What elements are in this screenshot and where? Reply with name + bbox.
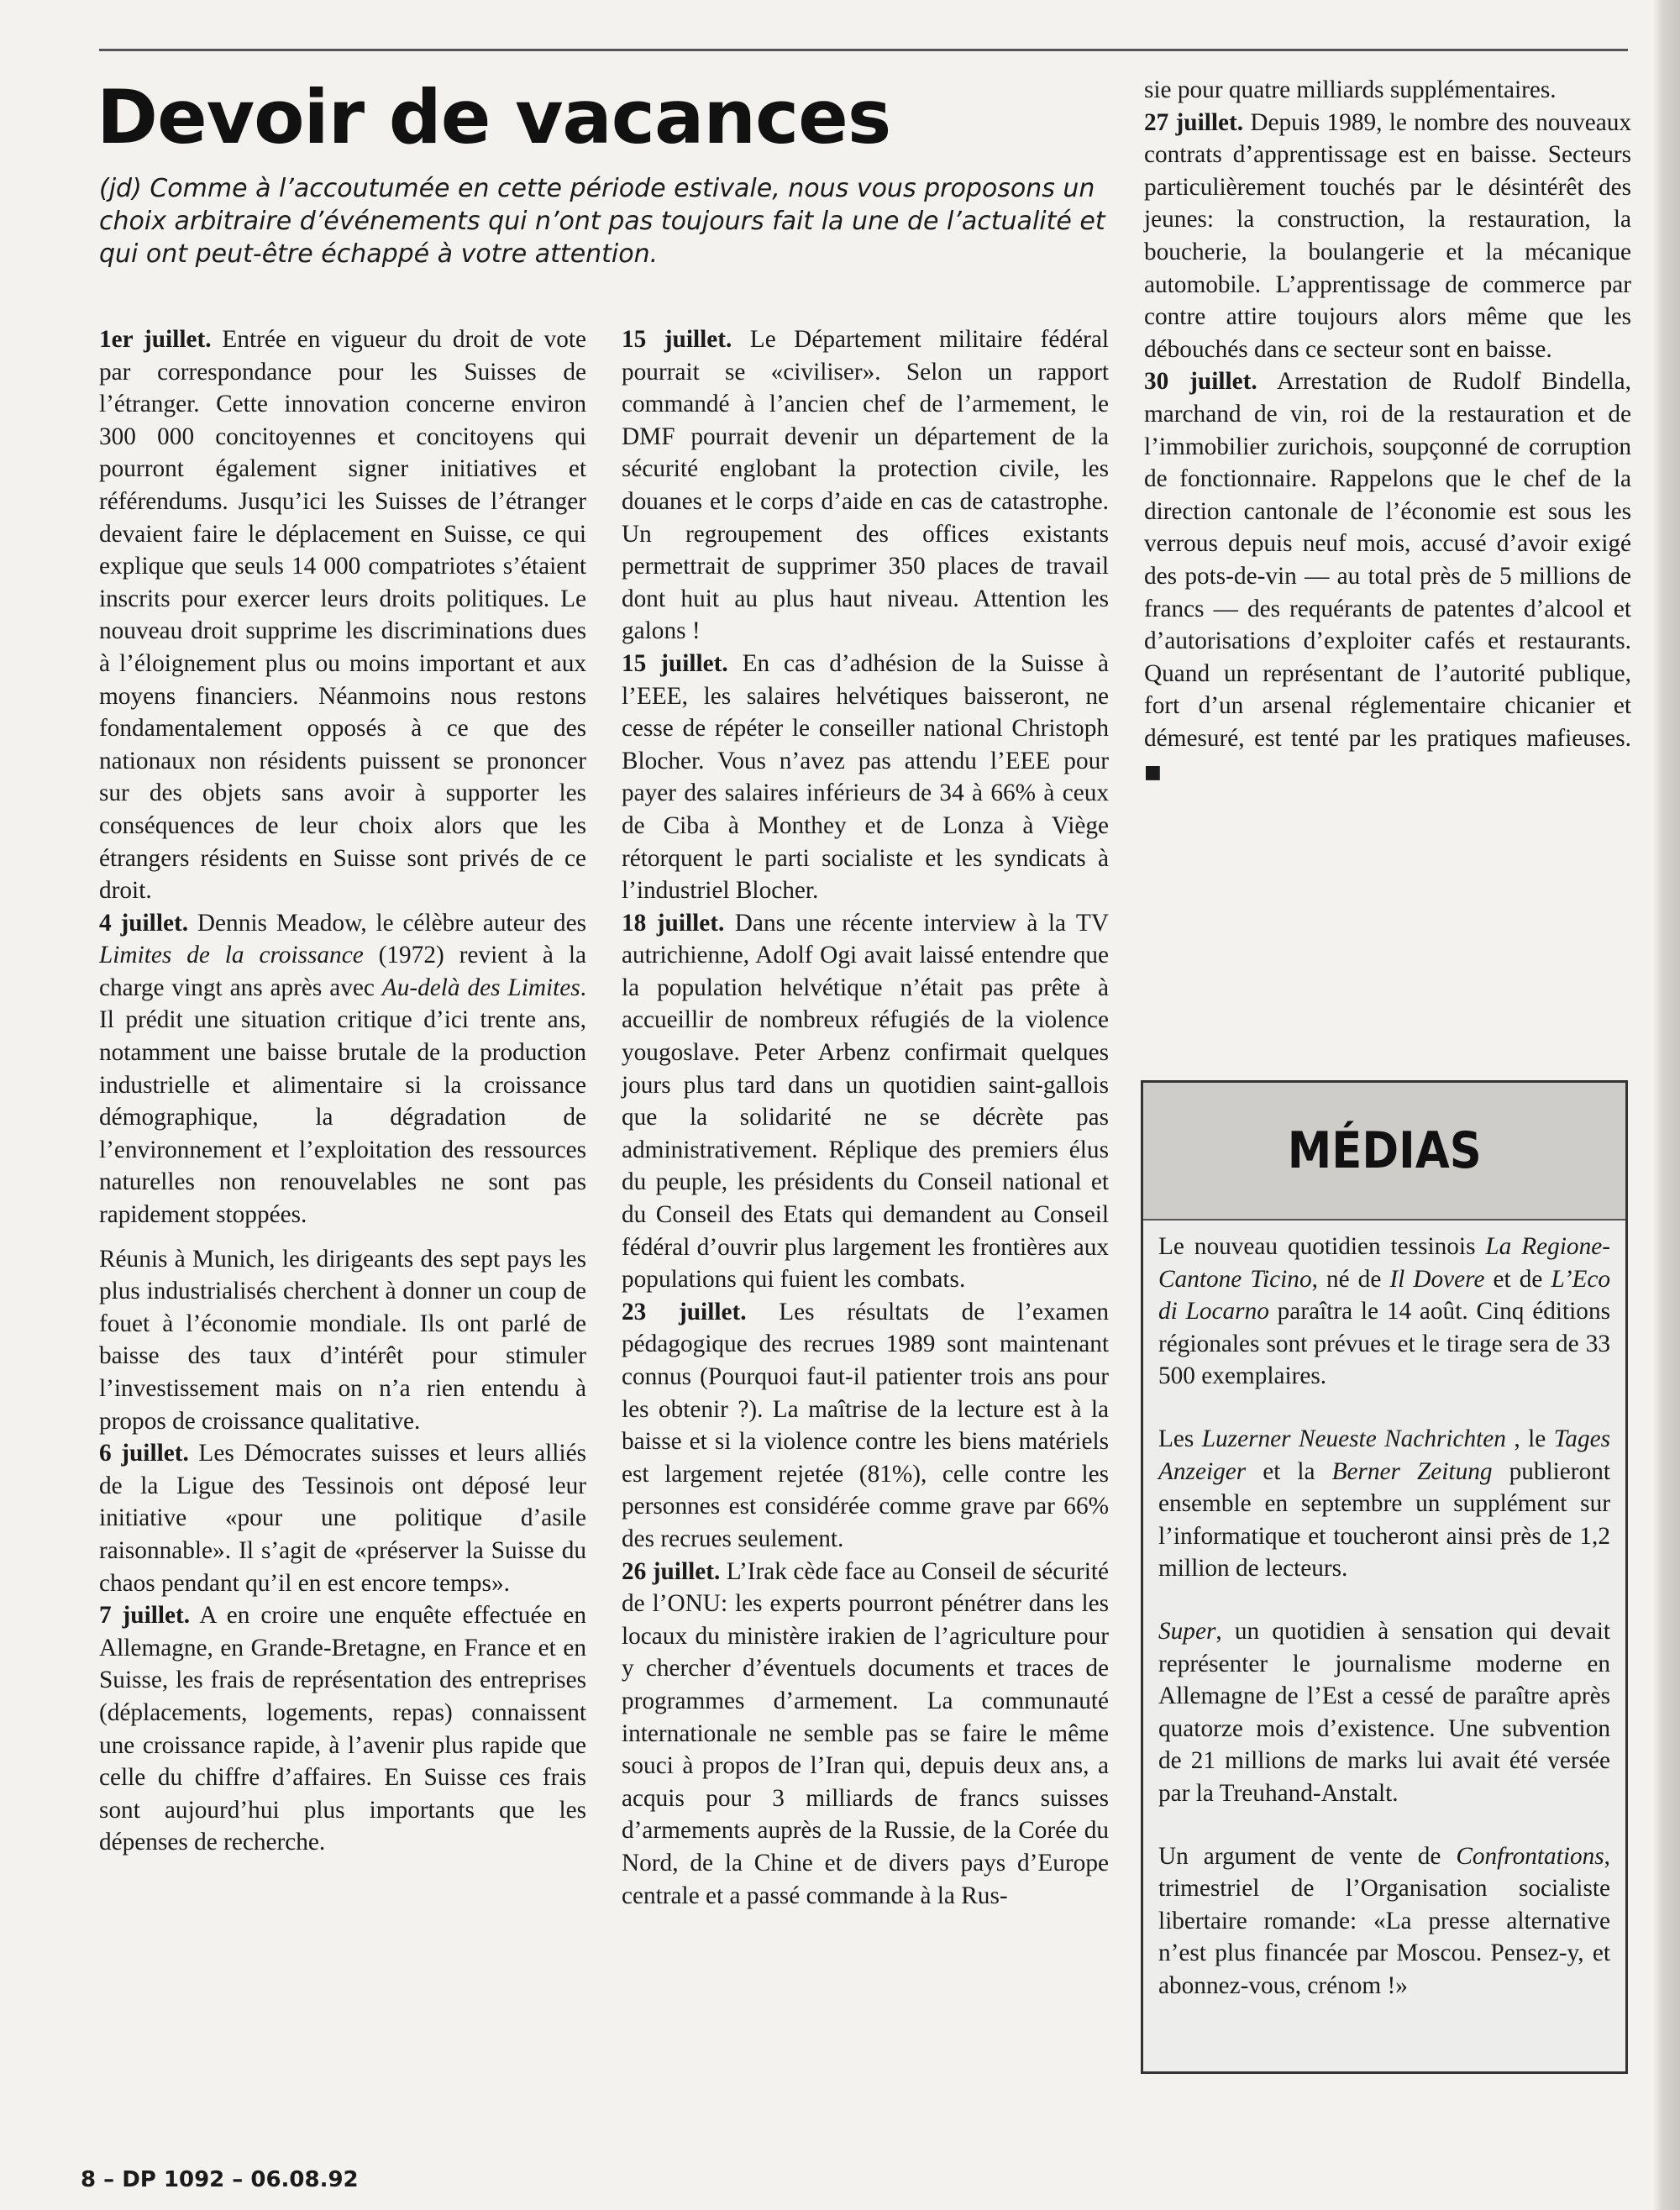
medias-text: , trimestriel de l’Organisation socialiste libertaire romande: «La presse alternative n’est plus financée par Moscou. Pensez-y, et abonnez-vous, crénom !»: [1158, 1842, 1610, 1999]
entry-6-juillet: [99, 1437, 586, 1599]
medias-text: Les: [1158, 1425, 1202, 1452]
medias-text: , le: [1505, 1425, 1554, 1452]
entry-15-juillet-dmf: [622, 323, 1109, 648]
newspaper-title: Super: [1158, 1617, 1216, 1645]
medias-box: [1141, 1080, 1628, 2074]
medias-text: , né de: [1311, 1265, 1390, 1293]
entry-date: 7 juillet.: [99, 1602, 191, 1630]
entry-text: Arrestation de Rudolf Bindella, marchand de vin, roi de la restauration et de l’immobilier zurichois, soupçonné de corruption de fonctionnaire. Rappelons que le chef de la direction cantonale de l’économie est sous les verrous depuis neuf mois, accusé d’avoir exigé des pots-de-vin — au total près de 5 millions de francs — des requérants de patentes d’alcool et d’autorisations d’exploiter cafés et restaurants. Quand un représentant de l’autorité publique, fort d’un arsenal réglementaire chicanier et démesuré, est tenté par les pratiques mafieuses.: [1144, 368, 1631, 752]
entry-text: En cas d’adhésion de la Suisse à l’EEE, les salaires helvétiques baisseront, ne cesse de répéter le conseiller national Christoph Blocher. Vous n’avez pas attendu l’EEE pour payer des salaires inférieurs de 34 à 66% à ceux de Ciba à Monthey et de Lonza à Viège rétorquent le parti socialiste et les syndicats à l’industriel Blocher.: [622, 649, 1109, 905]
entry-date: 15 juillet.: [622, 649, 728, 677]
entry-munich: [99, 1243, 586, 1438]
newspaper-title: Tages Anzeiger: [1158, 1425, 1611, 1485]
entry-text: . Il prédit une situation critique d’ici trente ans, notamment une baisse brutale de la production industrielle et alimentaire si la croissance démographique, la dégradation de l’environnement et l’exploitation des ressources naturelles non renouvelables ne sont pas rapidement stoppées.: [99, 974, 586, 1229]
entry-date: 6 juillet.: [99, 1440, 189, 1467]
top-rule: [99, 49, 1628, 51]
entry-text: A en croire une enquête effectuée en Allemagne, en Grande-Bretagne, en France et en Suisse, les frais de représentation des entreprises (déplacements, logements, repas) connaissent une croissance rapide, à l’avenir plus rapide que celle du chiffre d’affaires. En Suisse ces frais sont aujourd’hui plus importants que les dépenses de recherche.: [99, 1602, 586, 1856]
column-3: [1144, 74, 1631, 790]
newspaper-title: L’Eco di Locarno: [1158, 1265, 1610, 1325]
page-folio: 8 – DP 1092 – 06.08.92: [81, 2167, 359, 2192]
entry-date: 18 juillet.: [622, 909, 725, 937]
entry-date: 30 juillet.: [1144, 368, 1257, 396]
page-edge-shadow: [1653, 0, 1680, 2210]
medias-item-regione: [1158, 1231, 1610, 1393]
entry-continuation: [1144, 74, 1631, 107]
newspaper-title: Confrontations: [1456, 1842, 1604, 1870]
entry-18-juillet: [622, 907, 1109, 1296]
entry-text: Dans une récente interview à la TV autrichienne, Adolf Ogi avait laissé entendre que la population helvétique n’était pas prête à accueillir de nombreux réfugiés de la violence yougoslave. Peter Arbenz confirmait quelques jours plus tard dans un quotidien saint-gallois que la solidarité ne se décrète pas administrativement. Réplique des premiers élus du peuple, les présidents du Conseil national et du Conseil des Etats qui demandent au Conseil fédéral d’ouvrir plus largement les frontières aux populations qui fuient les combats.: [622, 909, 1109, 1294]
column-1: [99, 323, 586, 1859]
newspaper-title: La Regione-Cantone Ticino: [1158, 1233, 1610, 1293]
entry-27-juillet: [1144, 107, 1631, 366]
end-of-article-icon: ■: [1144, 762, 1162, 784]
medias-body: [1143, 1220, 1625, 2002]
newspaper-title: Il Dovere: [1389, 1265, 1485, 1293]
medias-text: paraîtra le 14 août. Cinq éditions régionales sont prévues et le tirage sera de 33 500 exemplaires.: [1158, 1298, 1610, 1390]
entry-15-juillet-eee: [622, 648, 1109, 907]
newspaper-title: Luzerner Neueste Nachrichten: [1201, 1425, 1506, 1452]
entry-date: 1er juillet.: [99, 326, 212, 353]
entry-4-juillet: [99, 907, 586, 1231]
entry-date: 15 juillet.: [622, 326, 732, 353]
entry-text: Réunis à Munich, les dirigeants des sept pays les plus industrialisés cherchent à donner un coup de fouet à l’économie mondiale. Ils ont parlé de baisse des taux d’intérêt pour stimuler l’investissement mais on n’a rien entendu à propos de croissance qualitative.: [99, 1245, 586, 1435]
medias-text: publieront ensemble en septembre un supplément sur l’informatique et toucheront ainsi près de 1,2 million de lecteurs.: [1158, 1457, 1611, 1583]
medias-text: et la: [1246, 1457, 1332, 1485]
book-title: Limites de la croissance: [99, 942, 364, 969]
entry-text: Le Département militaire fédéral pourrait se «civiliser». Selon un rapport commandé à l’ancien chef de l’armement, le DMF pourrait devenir un département de la sécurité englobant la protection civile, les douanes et le corps d’aide en cas de catastrophe. Un regroupement des offices existants permettrait de supprimer 350 places de travail dont huit au plus haut niveau. Attention les galons !: [622, 326, 1109, 645]
medias-item-supplement: [1158, 1423, 1610, 1585]
column-2: [622, 323, 1109, 1912]
entry-text: Dennis Meadow, le célèbre auteur des: [188, 909, 586, 937]
entry-1er-juillet: [99, 323, 586, 907]
medias-item-super: [1158, 1615, 1610, 1810]
book-title: Au-delà des Limites: [381, 974, 580, 1001]
medias-text: , un quotidien à sensation qui devait représenter le journalisme moderne en Allemagne de l’Est a cessé de paraître après quatorze mois d’existence. Une subvention de 21 millions de marks lui avait été versée par la Treuhand-Anstalt.: [1158, 1617, 1610, 1807]
newspaper-title: Berner Zeitung: [1331, 1457, 1493, 1485]
article-title: Devoir de vacances: [97, 74, 891, 160]
entry-23-juillet: [622, 1296, 1109, 1556]
medias-text: Un argument de vente de: [1158, 1842, 1457, 1870]
entry-7-juillet: [99, 1599, 586, 1859]
entry-text: Depuis 1989, le nombre des nouveaux contrats d’apprentissage est en baisse. Secteurs particulièrement touchés par le désintérêt des jeunes: la construction, la restauration, la boucherie, la boulangerie et la mécanique automobile. L’apprentissage de commerce par contre attire toujours alors même que les débouchés dans ce secteur sont en baisse.: [1144, 108, 1631, 363]
entry-date: 4 juillet.: [99, 909, 189, 937]
medias-header: [1143, 1083, 1625, 1220]
article-lead: (jd) Comme à l’accoutumée en cette période estivale, nous vous proposons un choix arbitraire d’événements qui n’ont pas toujours fait la une de l’actualité et qui ont peut-être échappé à votre attention.: [99, 174, 1105, 269]
entry-date: 23 juillet.: [622, 1298, 747, 1325]
medias-text: et de: [1484, 1265, 1551, 1293]
entry-text: sie pour quatre milliards supplémentaires.: [1144, 76, 1557, 103]
entry-30-juillet: [1144, 365, 1631, 790]
entry-text: Les Démocrates suisses et leurs alliés de la Ligue des Tessinois ont déposé leur initiative «pour une politique d’asile raisonnable». Il s’agit de «préserver la Suisse du chaos pendant qu’il en est encore temps».: [99, 1440, 586, 1597]
entry-26-juillet: [622, 1556, 1109, 1913]
medias-text: Le nouveau quotidien tessinois: [1158, 1233, 1486, 1260]
medias-title: MÉDIAS: [1287, 1121, 1482, 1180]
entry-text: L’Irak cède face au Conseil de sécurité de l’ONU: les experts pourront pénétrer dans les locaux du ministère irakien de l’agriculture pour y chercher d’éventuels documents et traces de programmes d’armement. La communauté internationale ne semble pas se faire le même souci à propos de l’Iran qui, depuis deux ans, a acquis pour 3 milliards de francs suisses d’armements auprès de la Russie, de la Corée du Nord, de la Chine et de divers pays d’Europe centrale et a passé commande à la Rus-: [622, 1557, 1109, 1909]
medias-item-confrontations: [1158, 1840, 1610, 2003]
entry-date: 27 juillet.: [1144, 108, 1244, 136]
entry-text: (1972) revient à la charge vingt ans après avec: [99, 942, 586, 1001]
entry-date: 26 juillet.: [622, 1557, 721, 1585]
entry-text: Les résultats de l’examen pédagogique des recrues 1989 sont maintenant connus (Pourquoi faut-il patienter trois ans pour les obtenir ?). La maîtrise de la lecture est à la baisse et si la violence contre les biens matériels est largement rejetée (81%), celle contre les personnes est considérée comme grave par 66% des recrues seulement.: [622, 1298, 1109, 1552]
entry-text: Entrée en vigueur du droit de vote par correspondance pour les Suisses de l’étranger. Cette innovation concerne environ 300 000 concitoyennes et concitoyens qui pourront également signer initiatives et référendums. Jusqu’ici les Suisses de l’étranger devaient faire le déplacement en Suisse, ce qui explique que seuls 14 000 compatriotes s’étaient inscrits pour exercer leurs droits politiques. Le nouveau droit supprime les discriminations dues à l’éloignement plus ou moins important et aux moyens financiers. Néanmoins nous restons fondamentalement opposés à ce que des nationaux non résidents puissent se prononcer sur des objets sans avoir à supporter les conséquences de leur choix alors que les étrangers résidents en Suisse sont privés de ce droit.: [99, 326, 586, 905]
